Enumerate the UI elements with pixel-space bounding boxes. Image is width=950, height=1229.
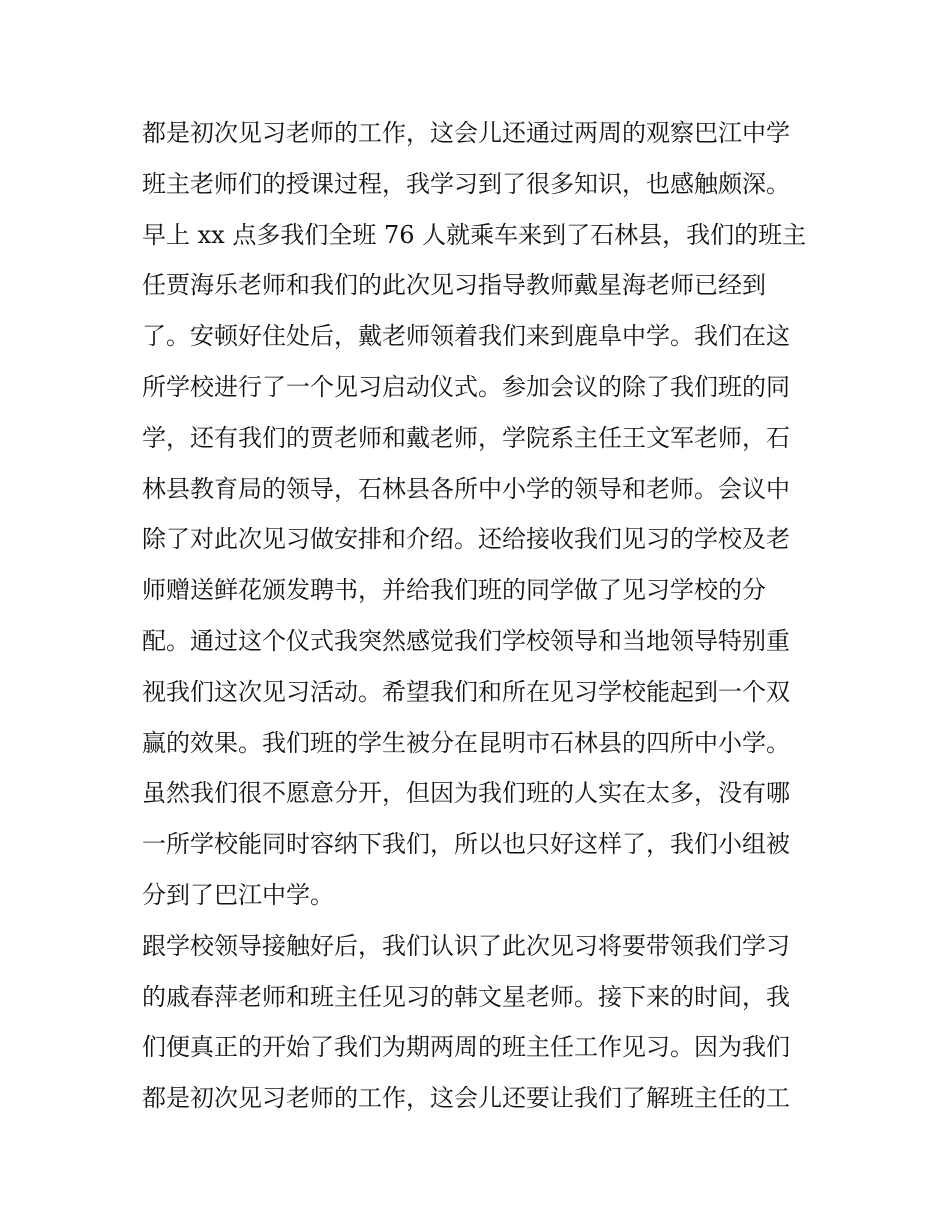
text-line: 师赠送鲜花颁发聘书，并给我们班的同学做了见习学校的分 [142, 576, 766, 605]
text-line: 了。安顿好住处后，戴老师领着我们来到鹿阜中学。我们在这 [142, 322, 790, 351]
text-line: 视我们这次见习活动。希望我们和所在见习学校能起到一个双 [142, 677, 790, 706]
text-line: 林县教育局的领导，石林县各所中小学的领导和老师。会议中 [142, 474, 790, 503]
text-line: 跟学校领导接触好后，我们认识了此次见习将要带领我们学习 [142, 931, 790, 960]
body-text [142, 108, 822, 1124]
text-line: 都是初次见习老师的工作，这会儿还要让我们了解班主任的工 [142, 1084, 790, 1113]
text-line: 学，还有我们的贾老师和戴老师，学院系主任王文军老师，石 [142, 423, 790, 452]
text-line: 早上 xx 点多我们全班 76 人就乘车来到了石林县，我们的班主 [142, 220, 807, 249]
text-line: 分到了巴江中学。 [142, 880, 334, 909]
text-line: 所学校进行了一个见习启动仪式。参加会议的除了我们班的同 [142, 372, 790, 401]
text-line: 们便真正的开始了我们为期两周的班主任工作见习。因为我们 [142, 1033, 790, 1062]
text-line: 的戚春萍老师和班主任见习的韩文星老师。接下来的时间，我 [142, 982, 790, 1011]
text-line: 赢的效果。我们班的学生被分在昆明市石林县的四所中小学。 [142, 728, 790, 757]
text-line: 班主老师们的授课过程，我学习到了很多知识，也感触颇深。 [142, 169, 790, 198]
text-line: 都是初次见习老师的工作，这会儿还通过两周的观察巴江中学 [142, 119, 790, 147]
text-line: 任贾海乐老师和我们的此次见习指导教师戴星海老师已经到 [142, 271, 766, 300]
text-line: 配。通过这个仪式我突然感觉我们学校领导和当地领导特别重 [142, 626, 790, 655]
text-line: 除了对此次见习做安排和介绍。还给接收我们见习的学校及老 [142, 525, 790, 554]
text-line: 虽然我们很不愿意分开，但因为我们班的人实在太多，没有哪 [142, 779, 790, 808]
text-line: 一所学校能同时容纳下我们，所以也只好这样了，我们小组被 [142, 830, 790, 859]
